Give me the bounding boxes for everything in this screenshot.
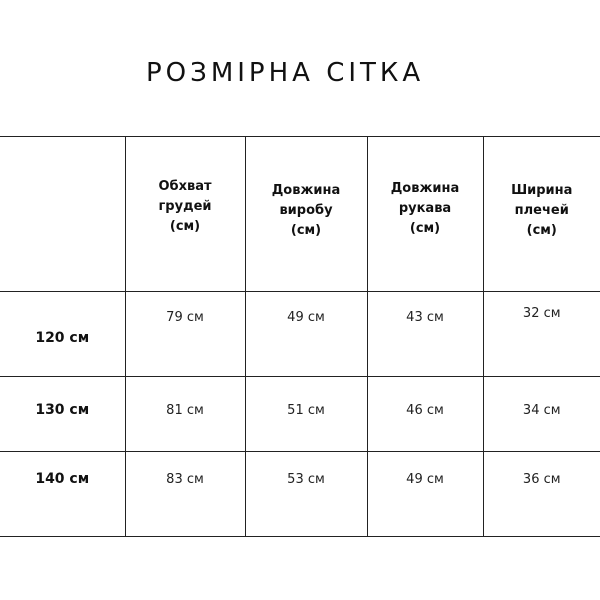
table-cell: 49 см (245, 292, 367, 377)
header-corner-cell (0, 137, 125, 292)
table-row (0, 292, 600, 377)
table-cell: 51 см (245, 377, 367, 452)
table-row (0, 377, 600, 452)
page-title: РОЗМІРНА СІТКА (146, 58, 425, 88)
table-cell: 36 см (483, 452, 600, 537)
table-cell: 81 см (125, 377, 245, 452)
size-label-cell: 140 см (0, 452, 125, 537)
table-header-row (0, 137, 600, 292)
size-label-cell: 120 см (0, 292, 125, 377)
table-cell: 46 см (367, 377, 483, 452)
table-cell: 34 см (483, 377, 600, 452)
header-shoulder-width: Ширина плечей (см) (483, 137, 600, 292)
size-chart-table (0, 136, 600, 537)
table-cell: 53 см (245, 452, 367, 537)
table-cell: 83 см (125, 452, 245, 537)
table-cell: 32 см (483, 292, 600, 377)
header-garment-length: Довжина виробу (см) (245, 137, 367, 292)
table-cell: 79 см (125, 292, 245, 377)
header-sleeve-length: Довжина рукава (см) (367, 137, 483, 292)
table-row (0, 452, 600, 537)
table-cell: 49 см (367, 452, 483, 537)
size-label-cell: 130 см (0, 377, 125, 452)
header-chest-girth: Обхват грудей (см) (125, 137, 245, 292)
table-cell: 43 см (367, 292, 483, 377)
